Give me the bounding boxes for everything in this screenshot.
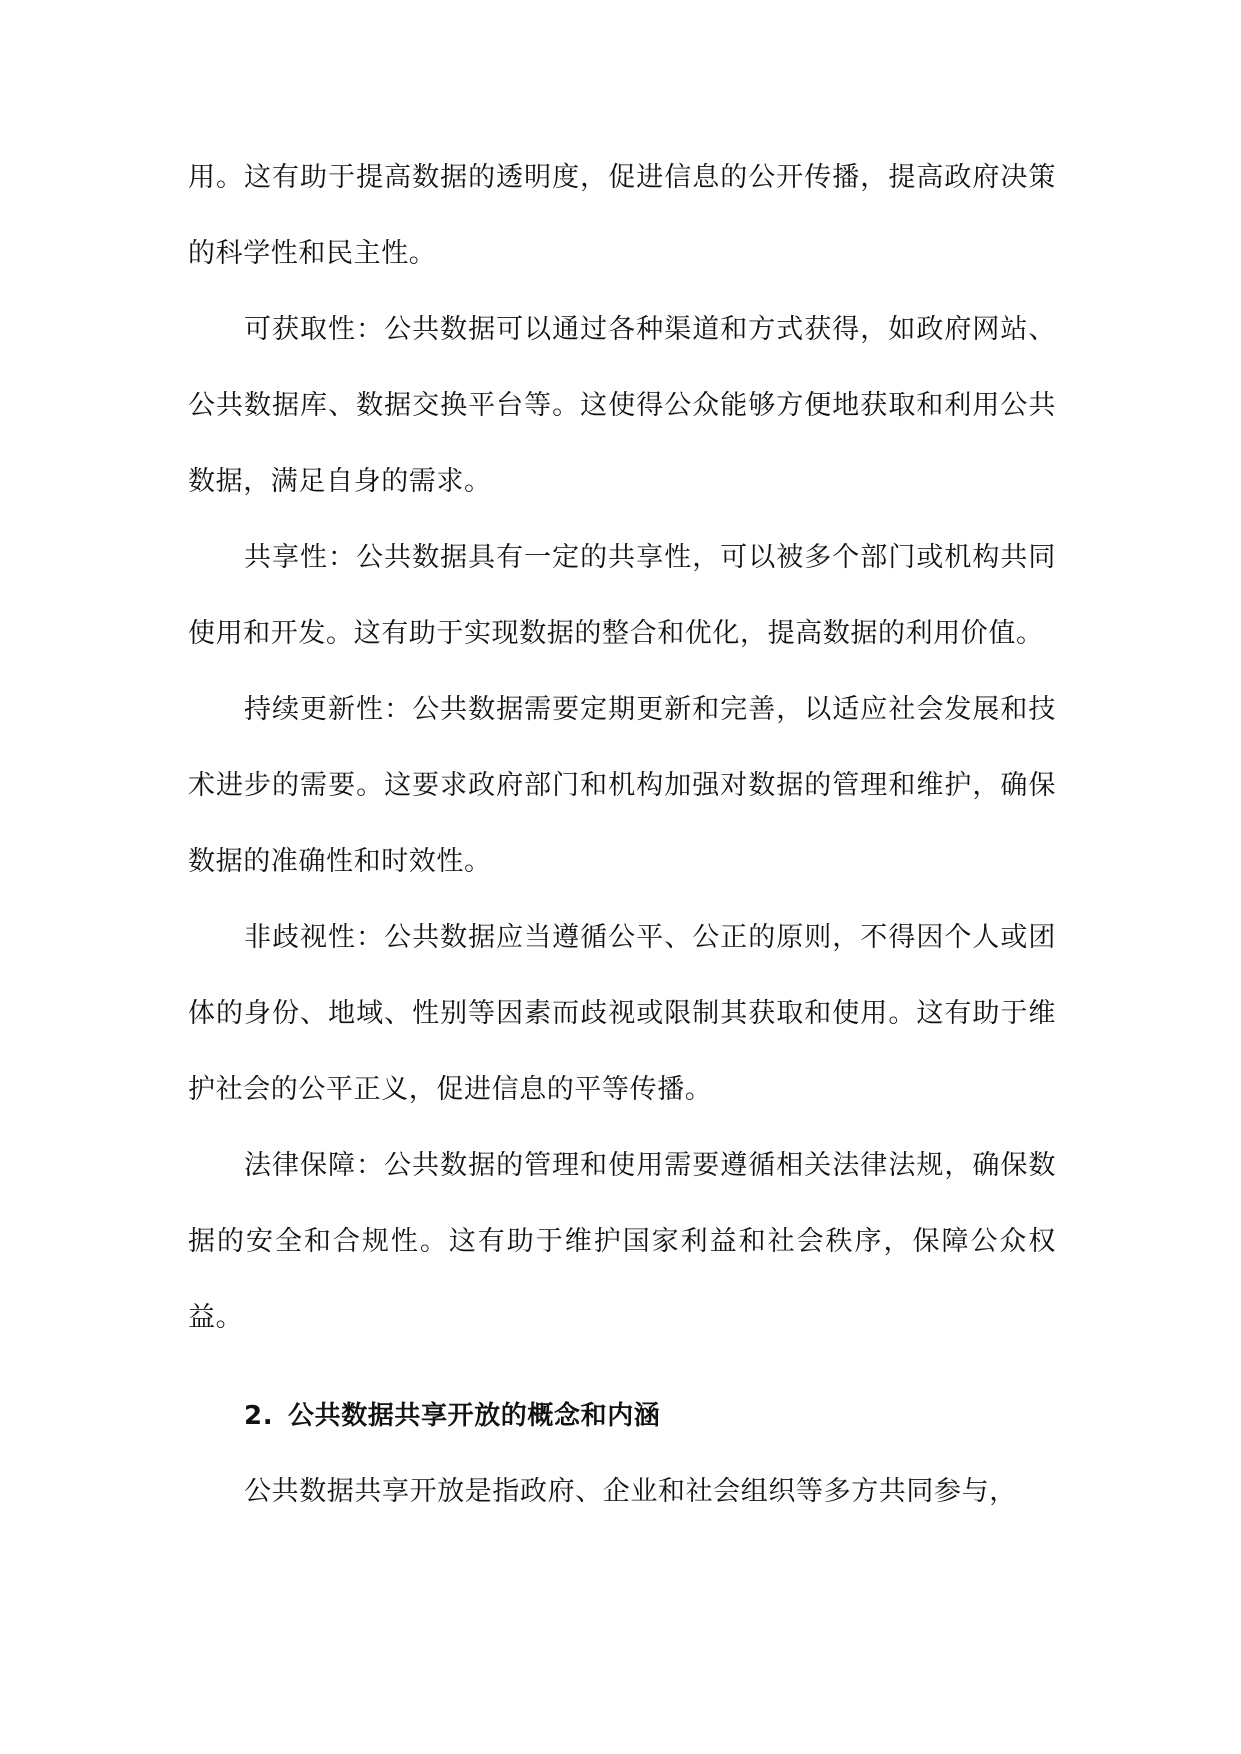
paragraph-continuation: 用。这有助于提高数据的透明度，促进信息的公开传播，提高政府决策的科学性和民主性。 [188,162,1056,269]
paragraph-non-discrimination: 非歧视性：公共数据应当遵循公平、公正的原则，不得因个人或团体的身份、地域、性别等因素而歧视或限制其获取和使用。这有助于维护社会的公平正义，促进信息的平等传播。 [188,922,1056,1105]
paragraph-legal-protection: 法律保障：公共数据的管理和使用需要遵循相关法律法规，确保数据的安全和合规性。这有助于维护国家利益和社会秩序，保障公众权益。 [188,1150,1056,1333]
paragraph-section-intro: 公共数据共享开放是指政府、企业和社会组织等多方共同参与， [244,1476,1017,1507]
paragraph-accessibility: 可获取性：公共数据可以通过各种渠道和方式获得，如政府网站、公共数据库、数据交换平台等。这使得公众能够方便地获取和利用公共数据，满足自身的需求。 [188,314,1056,497]
paragraph-continuous-update: 持续更新性：公共数据需要定期更新和完善，以适应社会发展和技术进步的需要。这要求政府部门和机构加强对数据的管理和维护，确保数据的准确性和时效性。 [188,694,1056,877]
paragraph-sharing: 共享性：公共数据具有一定的共享性，可以被多个部门或机构共同使用和开发。这有助于实现数据的整合和优化，提高数据的利用价值。 [188,542,1056,649]
section-number: 2. [244,1401,274,1431]
document-body [188,140,1056,1530]
section-heading [188,1378,1056,1454]
section-title: 公共数据共享开放的概念和内涵 [288,1401,661,1431]
